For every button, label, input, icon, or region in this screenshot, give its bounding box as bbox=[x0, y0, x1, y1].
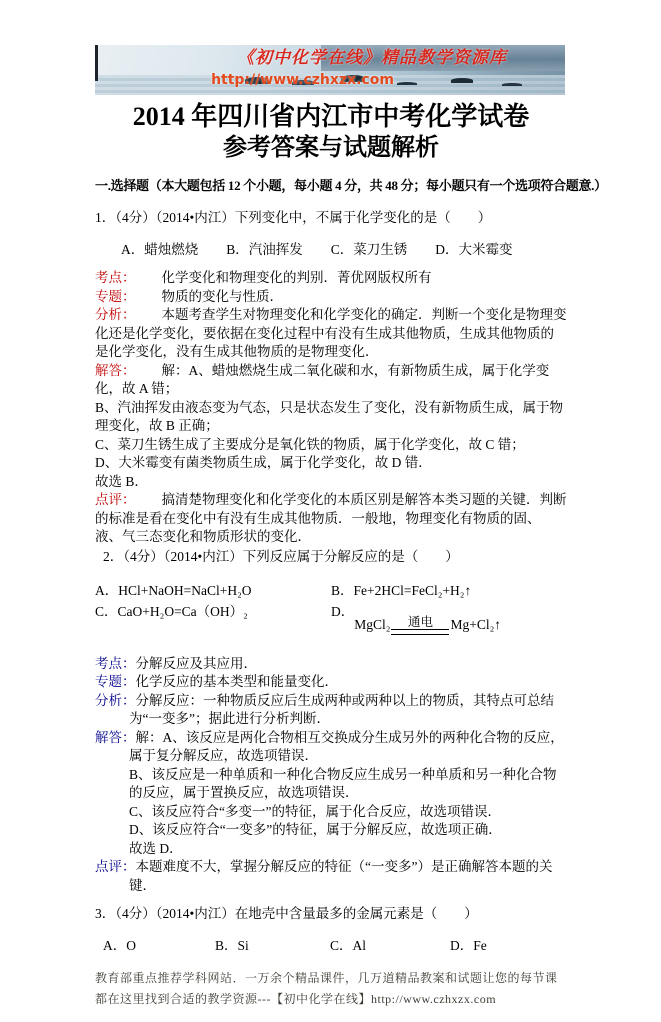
q3-stem: 3．（4分）（2014•内江）在地壳中含量最多的金属元素是（ ） bbox=[95, 906, 478, 921]
q1-jieda-line1: 解：A、蜡烛燃烧生成二氧化碳和水，有新物质生成，属于化学变化，故 A 错； bbox=[95, 362, 550, 396]
page-footer bbox=[95, 968, 567, 1010]
equals-double-line bbox=[391, 629, 449, 635]
q1-option-c: C．菜刀生锈 bbox=[330, 241, 408, 257]
q2-kaodian-text: 分解反应及其应用． bbox=[135, 655, 257, 671]
q2-jieda bbox=[95, 729, 567, 766]
q2-equations bbox=[95, 580, 567, 635]
q2-jieda-label: 解答： bbox=[95, 729, 136, 745]
q1-jieda-line4: D、大米霉变有菌类物质生成，属于化学变化，故 D 错． bbox=[95, 455, 432, 470]
q1-jieda-answer: 故选 B． bbox=[95, 473, 148, 489]
q2-equation-b: B．Fe+2HCl=FeCl₂+H₂↑ bbox=[331, 582, 472, 598]
doc-title: 2014 年四川省内江市中考化学试卷 bbox=[132, 102, 530, 131]
q2-equation-d-condition-stack bbox=[391, 616, 449, 635]
q1-stem: 1．（4分）（2014•内江）下列变化中，不属于化学变化的是（ ） bbox=[95, 209, 492, 225]
q2-equation-d-condition: 通电 bbox=[407, 614, 433, 629]
footer-url-link[interactable]: http://www.czhxzx.com bbox=[371, 991, 497, 1006]
q1-kaodian-label: 考点： bbox=[95, 270, 136, 285]
q2-equation-d bbox=[331, 601, 567, 635]
q1-option-b: B．汽油挥发 bbox=[226, 241, 303, 257]
q3-option-a: A．O bbox=[103, 938, 136, 953]
q2-kaodian bbox=[95, 655, 567, 674]
q2-jieda-line2: B、该反应是一种单质和一种化合物反应生成另一种单质和另一种化合物的反应，属于置换反应，故选项错误． bbox=[129, 766, 557, 800]
q1-option-a: A．蜡烛燃烧 bbox=[121, 241, 199, 257]
banner-site-title: 《初中化学在线》精品教学资源库 bbox=[237, 48, 507, 68]
q2-equation-d-reactant: MgCl₂ bbox=[354, 616, 391, 632]
q2-equation-d-products: Mg+Cl₂↑ bbox=[450, 616, 502, 632]
q2-fenxi bbox=[95, 692, 567, 729]
q1-fenxi bbox=[95, 306, 567, 362]
q1-zhuanti-text: 物质的变化与性质． bbox=[161, 288, 283, 304]
q2-dianping-text: 本题难度不大，掌握分解反应的特征（“一变多”）是正确解答本题的关键． bbox=[129, 859, 553, 893]
q2-equation-c: C．CaO+H₂O=Ca（OH）₂ bbox=[95, 603, 248, 619]
q2-equation-a: A．HCl+NaOH=NaCl+H₂O bbox=[95, 582, 252, 598]
q2-zhuanti bbox=[95, 673, 567, 692]
q1-jieda-label: 解答： bbox=[95, 362, 136, 378]
q1-fenxi-label: 分析： bbox=[95, 307, 136, 322]
q1-dianping-label: 点评： bbox=[95, 492, 136, 507]
q1-dianping bbox=[95, 491, 567, 547]
q3-option-b: B．Si bbox=[215, 938, 249, 953]
q3-option-c: C．Al bbox=[330, 938, 367, 953]
q1-jieda bbox=[95, 362, 567, 399]
q1-options bbox=[95, 241, 567, 260]
q1-jieda-line3: C、菜刀生锈生成了主要成分是氧化铁的物质，属于化学变化，故 C 错； bbox=[95, 436, 525, 452]
q1-dianping-text: 搞清楚物理变化和化学变化的本质区别是解答本类习题的关键．判断的标准是看在变化中有没有生成其他物质．一般地，物理变化有物质的固、液、气三态变化和物质形状的变化． bbox=[95, 492, 567, 544]
q3-options bbox=[95, 937, 567, 956]
q1-zhuanti bbox=[95, 288, 567, 307]
q2-fenxi-text: 分解反应：一种物质反应后生成两种或两种以上的物质，其特点可总结为“一变多”；据此进行分析判断． bbox=[129, 692, 554, 726]
doc-subtitle: 参考答案与试题解析 bbox=[223, 135, 439, 161]
q1-fenxi-text: 本题考查学生对物理变化和化学变化的确定．判断一个变化是物理变化还是化学变化，要依据在变化过程中有没有生成其他物质，生成其他物质的是化学变化，没有生成其他物质的是物理变化． bbox=[95, 307, 567, 359]
q2-jieda-line3: C、该反应符合“多变一”的特征，属于化合反应，故选项错误． bbox=[129, 803, 501, 819]
q2-zhuanti-label: 专题： bbox=[95, 674, 136, 689]
q1-kaodian-text: 化学变化和物理变化的判别．菁优网版权所有 bbox=[161, 270, 432, 285]
q3-option-d: D．Fe bbox=[450, 938, 487, 953]
q2-dianping-label: 点评： bbox=[95, 859, 136, 874]
banner-site-url-link[interactable]: http://www.czhxzx.com bbox=[211, 72, 394, 88]
q2-stem: 2．（4分）（2014•内江）下列反应属于分解反应的是（ ） bbox=[103, 548, 459, 564]
q2-equation-d-label: D． bbox=[331, 603, 355, 619]
q2-jieda-line1: 解：A、该反应是两化合物相互交换成分生成另外的两种化合物的反应，属于复分解反应，故选项错误． bbox=[129, 729, 564, 763]
site-banner bbox=[95, 45, 565, 95]
q2-equation-d-formula bbox=[354, 614, 501, 635]
footer-text: 教育部重点推荐学科网站．一万余个精品课件，几万道精品教案和试题让您的每节课都在这里找到合适的教学资源---【初中化学在线】 bbox=[95, 970, 558, 1006]
q2-kaodian-label: 考点： bbox=[95, 655, 136, 671]
q2-zhuanti-text: 化学反应的基本类型和能量变化． bbox=[135, 674, 338, 689]
q2-jieda-answer: 故选 D． bbox=[129, 840, 183, 856]
q2-dianping bbox=[95, 858, 567, 895]
q1-jieda-line2: B、汽油挥发由液态变为气态，只是状态发生了变化，没有新物质生成，属于物理变化，故 B 正确； bbox=[95, 399, 564, 433]
q2-jieda-line4: D、该反应符合“一变多”的特征，属于分解反应，故选项正确． bbox=[129, 822, 502, 837]
q1-zhuanti-label: 专题： bbox=[95, 288, 136, 304]
section-heading: 一.选择题（本大题包括 12 个小题，每小题 4 分，共 48 分；每小题只有一个选项符合题意.） bbox=[95, 178, 607, 193]
q2-fenxi-label: 分析： bbox=[95, 692, 136, 708]
q1-kaodian bbox=[95, 269, 567, 288]
document-content bbox=[95, 45, 607, 1022]
q1-option-d: D．大米霉变 bbox=[435, 241, 513, 257]
